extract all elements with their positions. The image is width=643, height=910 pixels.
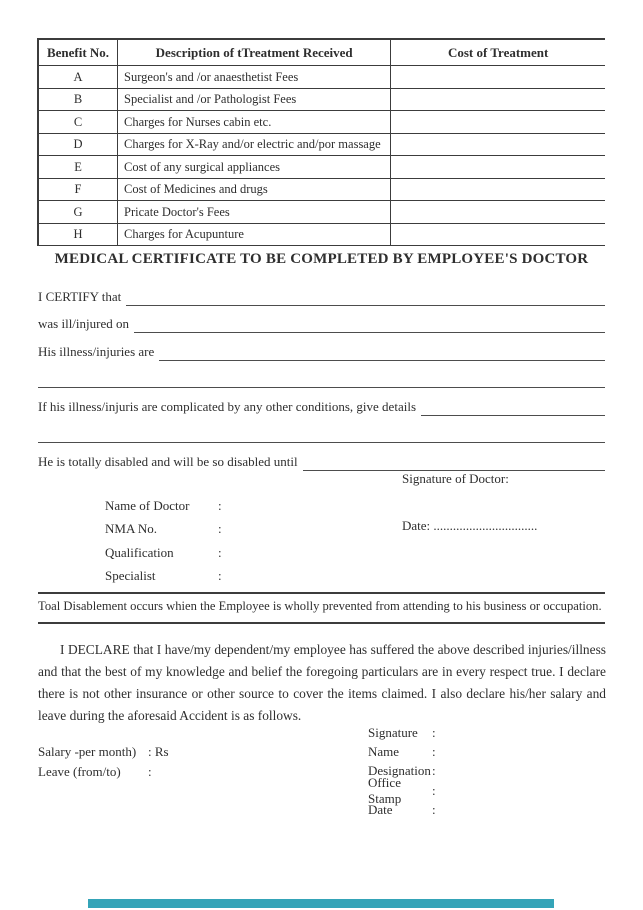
field-label: Designation: [368, 763, 431, 779]
certify-line: [38, 361, 605, 389]
table-row: [38, 223, 605, 246]
declaration-paragraph: I DECLARE that I have/my dependent/my employee has suffered the above described injuries/illness and that the best of my knowledge and belief the foregoing particulars are in every respect true. I declare there is not other insurance or other source to cover the items claimed. I also declare his/her salary and leave during the aforesaid Accident is as follows.: [38, 642, 606, 723]
table-row: [38, 133, 605, 156]
fill-line: [38, 382, 605, 388]
table-row: [38, 156, 605, 179]
description-cell: Surgeon's and /or anaesthetist Fees: [118, 66, 391, 89]
description-cell: Specialist and /or Pathologist Fees: [118, 88, 391, 111]
certify-line: [38, 416, 605, 444]
certify-line: [38, 443, 605, 471]
fill-line: [421, 410, 605, 416]
certify-label: If his illness/injuris are complicated by any other conditions, give details: [38, 398, 416, 414]
total-disablement-note: Toal Disablement occurs whien the Employee is wholly prevented from attending to his business or occupation.: [38, 599, 602, 613]
description-cell: Cost of Medicines and drugs: [118, 178, 391, 201]
field-label: Date: [368, 801, 393, 817]
name-field: [368, 742, 436, 761]
description-cell: Charges for X-Ray and/or electric and/por massage: [118, 133, 391, 156]
fill-line: [159, 355, 605, 361]
cost-cell: [391, 88, 605, 111]
benefit-no-cell: D: [38, 133, 118, 156]
page-title: MEDICAL CERTIFICATE TO BE COMPLETED BY EMPLOYEE'S DOCTOR: [54, 251, 589, 267]
field-label: Office Stamp: [368, 774, 402, 806]
divider-rule: [38, 622, 605, 624]
office-stamp-field: [368, 774, 436, 806]
field-label: Signature: [368, 724, 418, 740]
signature-field: [368, 723, 436, 742]
field-colon: :: [432, 763, 436, 779]
cost-cell: [391, 111, 605, 134]
cost-cell: [391, 156, 605, 179]
doctor-field: [105, 518, 222, 542]
field-colon: :: [218, 521, 222, 537]
leave-field: [38, 762, 169, 782]
table-row: [38, 201, 605, 224]
fill-line: [38, 437, 605, 443]
description-cell: Charges for Nurses cabin etc.: [118, 111, 391, 134]
benefit-no-cell: E: [38, 156, 118, 179]
benefit-no-cell: H: [38, 223, 118, 246]
field-colon: :: [218, 544, 222, 560]
field-value: :: [148, 763, 152, 779]
salary-field: [38, 742, 169, 762]
header-cost: Cost of Treatment: [391, 39, 605, 66]
cost-cell: [391, 223, 605, 246]
salary-leave-block: [38, 742, 169, 782]
description-cell: Cost of any surgical appliances: [118, 156, 391, 179]
field-label: Salary -per month): [38, 743, 137, 759]
benefit-no-cell: F: [38, 178, 118, 201]
fill-line: [126, 300, 605, 306]
field-colon: :: [218, 497, 222, 513]
field-value: : Rs: [148, 743, 169, 759]
fill-line: [134, 327, 605, 333]
field-label: Qualification: [105, 544, 174, 560]
description-cell: Pricate Doctor's Fees: [118, 201, 391, 224]
benefit-no-cell: A: [38, 66, 118, 89]
field-label: NMA No.: [105, 521, 158, 537]
cost-cell: [391, 201, 605, 224]
divider-rule: [38, 592, 605, 594]
header-description: Description of tTreatment Received: [118, 39, 391, 66]
field-colon: :: [432, 782, 436, 798]
field-colon: :: [432, 743, 436, 759]
table-row: [38, 178, 605, 201]
doctor-field: [105, 541, 222, 565]
date-dotted-field: Date: ................................: [402, 518, 538, 533]
certify-line: [38, 333, 605, 361]
table-row: [38, 111, 605, 134]
header-benefit-no: Benefit No.: [38, 39, 118, 66]
footer-accent-bar: [88, 899, 554, 908]
certify-label: was ill/injured on: [38, 316, 129, 331]
signature-of-doctor-label: Signature of Doctor:: [402, 471, 509, 486]
certify-line: [38, 278, 605, 306]
benefits-table: [37, 38, 605, 246]
field-colon: :: [432, 724, 436, 740]
cost-cell: [391, 178, 605, 201]
cost-cell: [391, 133, 605, 156]
field-colon: :: [432, 801, 436, 817]
field-label: Name: [368, 743, 400, 759]
signature-block: [368, 723, 436, 819]
certify-label: He is totally disabled and will be so disabled until: [38, 453, 298, 469]
field-label: Name of Doctor: [105, 497, 190, 513]
fill-line: [303, 465, 605, 471]
field-colon: :: [218, 568, 222, 584]
table-header-row: [38, 39, 605, 66]
certify-label: I CERTIFY that: [38, 288, 122, 304]
certify-section: [38, 278, 605, 471]
benefit-no-cell: B: [38, 88, 118, 111]
date-field: [368, 800, 436, 819]
doctor-field: [105, 494, 222, 518]
benefit-no-cell: C: [38, 111, 118, 134]
field-label: Specialist: [105, 568, 156, 584]
doctor-field: [105, 565, 222, 589]
certify-line: [38, 388, 605, 416]
doctor-fields: [105, 494, 222, 588]
table-row: [38, 88, 605, 111]
description-cell: Charges for Acupunture: [118, 223, 391, 246]
benefit-no-cell: G: [38, 201, 118, 224]
certify-label: His illness/injuries are: [38, 343, 155, 359]
cost-cell: [391, 66, 605, 89]
table-row: [38, 66, 605, 89]
field-label: Leave (from/to): [38, 763, 121, 779]
certify-line: [38, 306, 605, 334]
